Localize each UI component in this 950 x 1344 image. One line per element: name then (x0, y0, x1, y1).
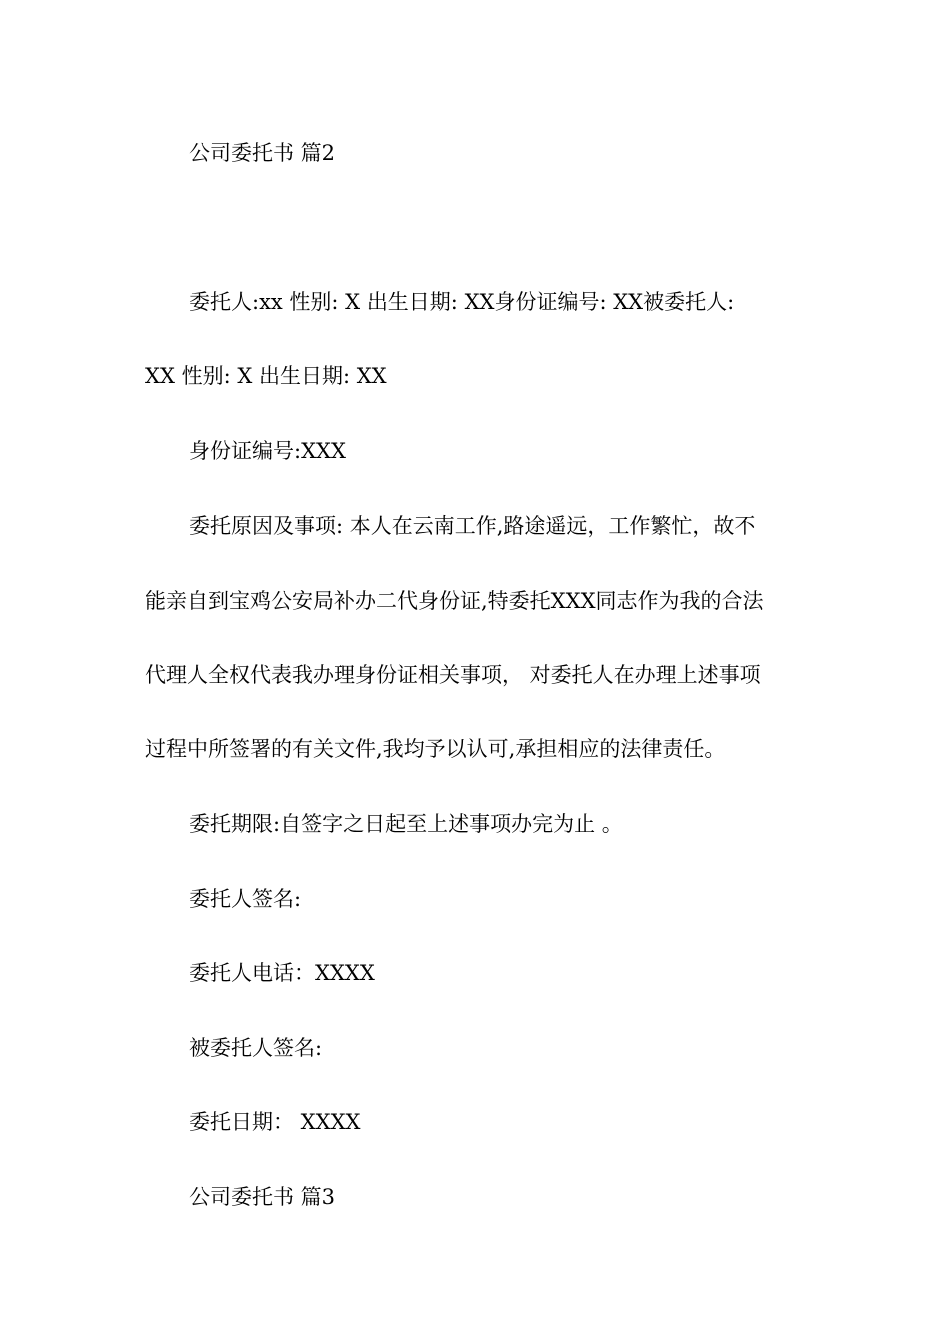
principal-info-line-2: XX 性别: X 出生日期: XX (145, 364, 387, 388)
reason-line-1: 委托原因及事项: 本人在云南工作,路途遥远，工作繁忙，故不 (189, 514, 756, 538)
principal-info-line-1: 委托人:xx 性别: X 出生日期: XX身份证编号: XX被委托人: (189, 290, 735, 314)
reason-line-4: 过程中所签署的有关文件,我均予以认可,承担相应的法律责任。 (145, 737, 726, 761)
principal-phone-line: 委托人电话：XXXX (189, 961, 375, 985)
delegation-date-line: 委托日期： XXXX (189, 1110, 361, 1134)
reason-line-2: 能亲自到宝鸡公安局补办二代身份证,特委托XXX同志作为我的合法 (145, 589, 764, 613)
id-number-line: 身份证编号:XXX (189, 439, 346, 463)
term-line: 委托期限:自签字之日起至上述事项办完为止 。 (189, 812, 623, 836)
section-heading-2: 公司委托书 篇2 (189, 141, 336, 165)
section-heading-3: 公司委托书 篇3 (189, 1185, 336, 1209)
agent-signature-line: 被委托人签名: (189, 1036, 323, 1060)
principal-signature-line: 委托人签名: (189, 887, 302, 911)
reason-line-3: 代理人全权代表我办理身份证相关事项， 对委托人在办理上述事项 (145, 663, 761, 687)
